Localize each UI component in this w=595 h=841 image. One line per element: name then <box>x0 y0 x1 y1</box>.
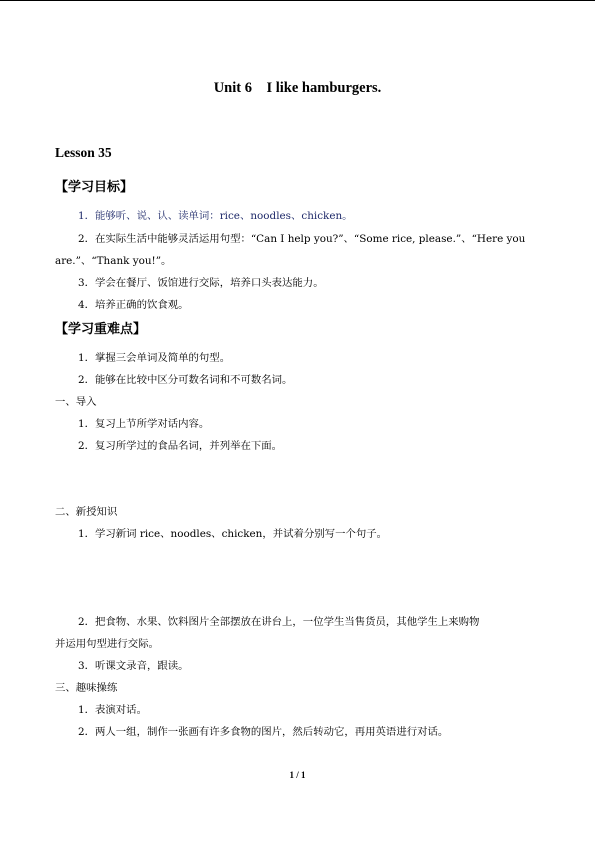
section-3-heading: 三、趣味操练 <box>55 682 118 694</box>
lesson-label: Lesson 35 <box>55 145 112 160</box>
section-2-item-3: 3．听课文录音，跟读。 <box>78 660 189 672</box>
section-1-item-1: 1．复习上节所学对话内容。 <box>78 418 210 430</box>
key-point-item-1: 1．掌握三会单词及简单的句型。 <box>78 352 231 364</box>
key-points-heading: 【学习重难点】 <box>55 322 147 337</box>
section-3-item-2: 2．两人一组，制作一张画有许多食物的图片，然后转动它，再用英语进行对话。 <box>78 726 449 738</box>
goal-item-2-cont: are.”、“Thank you!”。 <box>55 255 172 267</box>
goal-item-4: 4．培养正确的饮食观。 <box>78 299 189 311</box>
section-3-item-1: 1．表演对话。 <box>78 704 147 716</box>
section-1-item-2: 2．复习所学过的食品名词，并列举在下面。 <box>78 440 283 452</box>
section-2-item-2-cont: 并运用句型进行交际。 <box>55 638 159 650</box>
section-1-heading: 一、导入 <box>55 396 97 408</box>
goals-heading: 【学习目标】 <box>55 180 134 195</box>
goal-item-1: 1．能够听、说、认、读单词：rice、noodles、chicken。 <box>78 210 353 222</box>
section-2-item-1: 1．学习新词 rice、noodles、chicken，并试着分别写一个句子。 <box>78 528 388 540</box>
goal-item-3: 3．学会在餐厅、饭馆进行交际，培养口头表达能力。 <box>78 277 324 289</box>
unit-title: Unit 6 I like hamburgers. <box>213 80 382 96</box>
header-rule <box>0 0 595 1</box>
page-number: 1 / 1 <box>289 770 306 780</box>
key-point-item-2: 2．能够在比较中区分可数名词和不可数名词。 <box>78 374 293 386</box>
goal-item-2: 2．在实际生活中能够灵活运用句型：“Can I help you?”、“Some rice, please.”、“Here you <box>78 233 526 245</box>
section-2-item-2: 2．把食物、水果、饮料图片全部摆放在讲台上，一位学生当售货员，其他学生上来购物 <box>78 616 480 628</box>
section-2-heading: 二、新授知识 <box>55 506 118 518</box>
